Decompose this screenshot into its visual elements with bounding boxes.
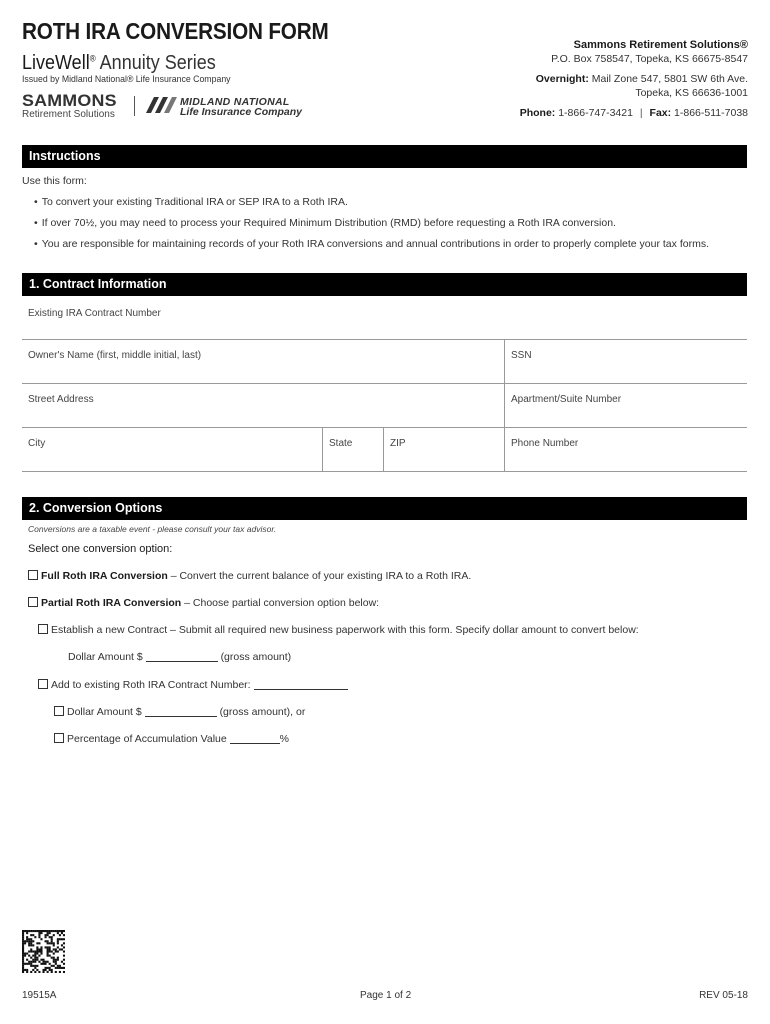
sammons-logo-subtitle: Retirement Solutions [22, 109, 115, 120]
percentage-label: Percentage of Accumulation Value [67, 733, 227, 745]
phone-number-field[interactable] [504, 428, 747, 471]
zip-field[interactable] [383, 428, 504, 471]
new-contract-option [38, 624, 639, 636]
state-label: State [329, 438, 353, 449]
owner-row [22, 340, 747, 384]
ssn-field[interactable] [504, 340, 747, 383]
existing-roth-contract-input[interactable] [254, 679, 348, 690]
tax-note: Conversions are a taxable event - please consult your tax advisor. [28, 524, 277, 534]
midland-mark-icon [146, 97, 178, 113]
midland-logo-line1: MIDLAND NATIONAL [180, 96, 290, 108]
page-title: ROTH IRA CONVERSION FORM [22, 18, 329, 44]
contract-info-heading: 1. Contract Information [22, 273, 747, 296]
overnight-label: Overnight: [535, 73, 589, 85]
revision-date: REV 05-18 [699, 990, 748, 1001]
gross-amount-label: (gross amount) [220, 651, 292, 663]
dollar-amount-label: Dollar Amount $ [67, 706, 142, 718]
existing-dollar-amount-input[interactable] [145, 706, 217, 717]
new-contract-label: Establish a new Contract – Submit all required new business paperwork with this form. Specify dollar amount to convert below: [51, 624, 639, 636]
phone-fax-row [520, 106, 748, 120]
add-existing-checkbox[interactable] [38, 679, 48, 689]
owner-name-field[interactable] [22, 340, 504, 383]
logo-divider [134, 96, 135, 116]
page-number: Page 1 of 2 [360, 990, 412, 1001]
percentage-input[interactable] [230, 733, 280, 744]
overnight-line1: Mail Zone 547, 5801 SW 6th Ave. [591, 73, 748, 85]
full-conversion-checkbox[interactable] [28, 570, 38, 580]
existing-contract-number-field[interactable] [22, 298, 747, 339]
partial-conversion-label: Partial Roth IRA Conversion [41, 597, 182, 609]
ssn-label: SSN [511, 350, 532, 361]
apartment-label: Apartment/Suite Number [511, 394, 622, 405]
street-address-field[interactable] [22, 384, 504, 427]
state-field[interactable] [322, 428, 383, 471]
phone-number-label: Phone Number [511, 438, 579, 449]
street-address-label: Street Address [28, 394, 94, 405]
series-brand: LiveWell [22, 52, 90, 74]
overnight-address-line1 [520, 72, 748, 86]
form-number: 19515A [22, 990, 57, 1001]
issued-by: Issued by Midland National® Life Insurance Company [22, 74, 231, 85]
phone-fax-separator: | [639, 107, 643, 119]
instruction-bullet: • You are responsible for maintaining records of your Roth IRA conversions and annual contributions in order to properly complete your tax forms. [34, 238, 709, 250]
new-contract-checkbox[interactable] [38, 624, 48, 634]
full-conversion-desc: – Convert the current balance of your existing IRA to a Roth IRA. [167, 570, 472, 582]
instruction-bullet: • If over 70½, you may need to process your Required Minimum Distribution (RMD) before requesting a Roth IRA conversion. [34, 217, 616, 229]
conversion-options-heading: 2. Conversion Options [22, 497, 747, 520]
add-existing-label: Add to existing Roth IRA Contract Number: [51, 679, 251, 691]
instructions-intro: Use this form: [22, 175, 87, 187]
dollar-amount-label: Dollar Amount $ [68, 651, 143, 663]
fax-number: 1-866-511-7038 [674, 107, 748, 119]
partial-conversion-checkbox[interactable] [28, 597, 38, 607]
phone-label: Phone: [519, 107, 556, 119]
owner-name-label: Owner's Name (first, middle initial, last) [28, 350, 202, 361]
existing-contract-number-label: Existing IRA Contract Number [28, 308, 161, 319]
city-row [22, 428, 747, 472]
dollar-amount-input[interactable] [146, 651, 218, 662]
instructions-heading: Instructions [22, 145, 747, 168]
new-contract-dollar-row [68, 651, 291, 663]
full-conversion-option [28, 570, 471, 582]
percentage-checkbox[interactable] [54, 733, 64, 743]
series-reg-mark: ® [89, 53, 96, 64]
series-rest: Annuity Series [95, 52, 216, 74]
company-po-box: P.O. Box 758547, Topeka, KS 66675-8547 [551, 53, 748, 65]
company-name: Sammons Retirement Solutions® [573, 39, 748, 51]
select-option-label: Select one conversion option: [28, 543, 173, 555]
fax-label: Fax: [649, 107, 672, 119]
apartment-field[interactable] [504, 384, 747, 427]
zip-label: ZIP [390, 438, 406, 449]
existing-dollar-row [54, 706, 305, 718]
address-row [22, 384, 747, 428]
qr-code-icon [22, 930, 65, 973]
company-contact [520, 38, 748, 120]
city-label: City [28, 438, 46, 449]
midland-logo-line2: Life Insurance Company [180, 106, 302, 118]
sammons-logo [22, 92, 115, 120]
instruction-bullet: • To convert your existing Traditional IRA or SEP IRA to a Roth IRA. [34, 196, 348, 208]
full-conversion-label: Full Roth IRA Conversion [41, 570, 168, 582]
gross-amount-or-label: (gross amount), or [219, 706, 306, 718]
existing-dollar-checkbox[interactable] [54, 706, 64, 716]
overnight-line2: Topeka, KS 66636-1001 [635, 87, 748, 99]
city-field[interactable] [22, 428, 322, 471]
sammons-logo-wordmark: SAMMONS [22, 91, 117, 110]
percent-sign: % [279, 733, 290, 745]
series-name [22, 52, 216, 75]
partial-conversion-desc: – Choose partial conversion option below: [181, 597, 380, 609]
phone-number: 1-866-747-3421 [558, 107, 633, 119]
percentage-row [54, 733, 289, 745]
add-existing-option [38, 679, 348, 691]
partial-conversion-option [28, 597, 379, 609]
existing-contract-row [22, 298, 747, 340]
